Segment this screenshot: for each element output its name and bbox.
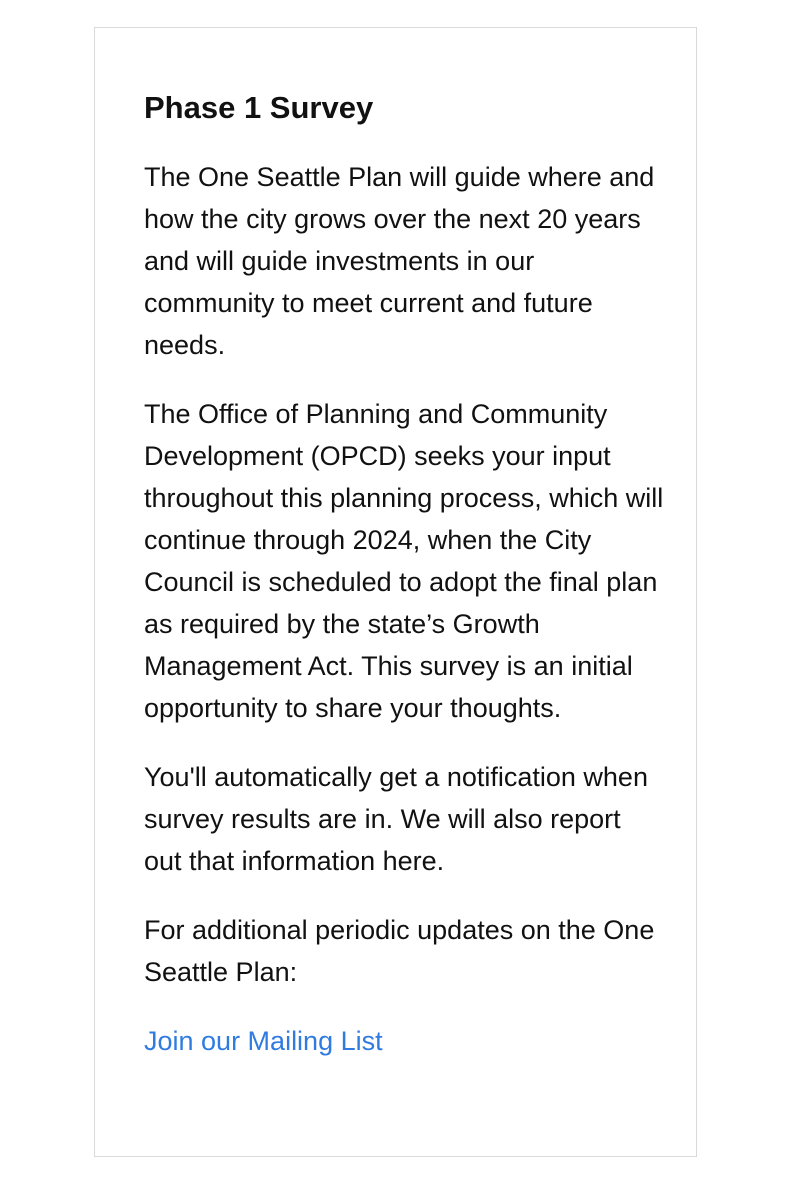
survey-card — [94, 27, 697, 1157]
survey-card-content — [144, 86, 664, 1062]
intro-paragraph: The One Seattle Plan will guide where and how the city grows over the next 20 years and will guide investments in our community to meet current and future needs. — [144, 162, 655, 360]
join-mailing-list-link[interactable]: Join our Mailing List — [144, 1026, 383, 1056]
notification-paragraph: You'll automatically get a notification when survey results are in. We will also report out that information here. — [144, 762, 648, 876]
updates-paragraph: For additional periodic updates on the One Seattle Plan: — [144, 915, 655, 987]
card-title: Phase 1 Survey — [144, 90, 374, 125]
opcd-paragraph: The Office of Planning and Community Development (OPCD) seeks your input throughout this planning process, which will continue through 2024, when the City Council is scheduled to adopt the final plan as required by the state’s Growth Management Act. This survey is an initial opportunity to share your thoughts. — [144, 399, 664, 723]
